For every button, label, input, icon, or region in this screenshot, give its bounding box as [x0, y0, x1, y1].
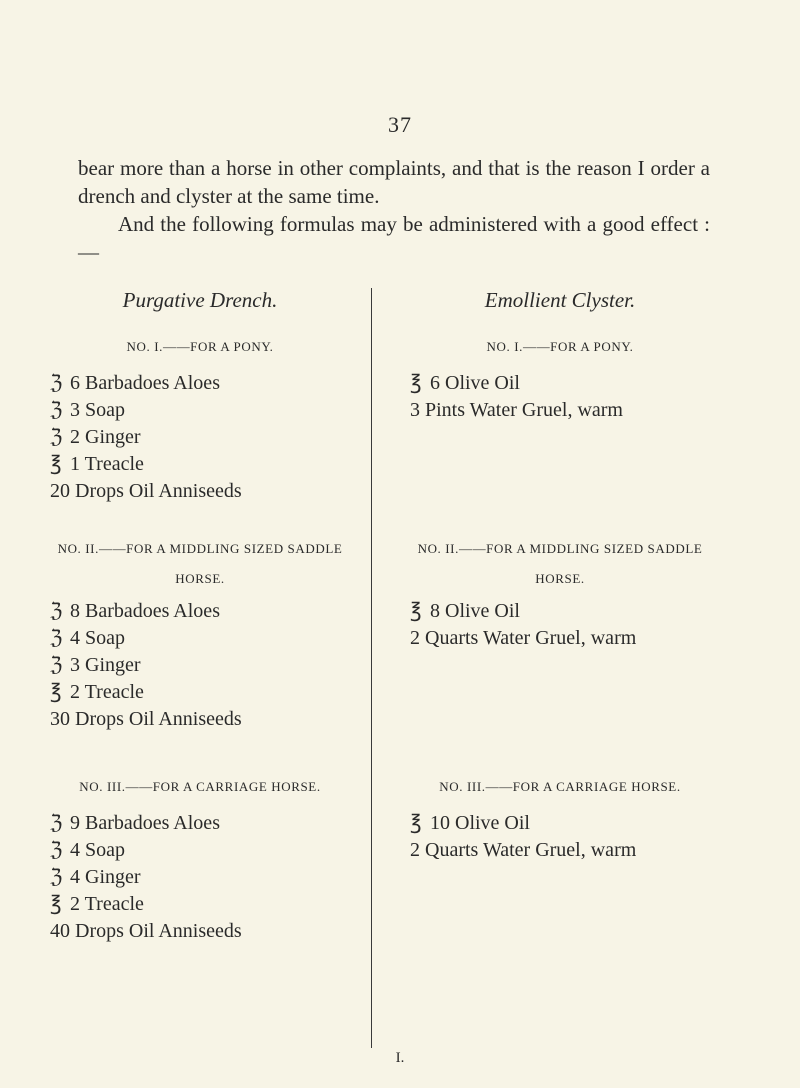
drench-section-1-list	[50, 370, 350, 505]
clyster-section-2-heading: NO. II.——FOR A MIDDLING SIZED SADDLE HORSE.	[417, 541, 703, 586]
list-item: ℨ 3 Soap	[50, 399, 125, 421]
list-item: ℨ 4 Soap	[50, 839, 125, 861]
intro-line-2: And the following formulas may be administered with a good effect :—	[78, 212, 710, 264]
clyster-section-3	[410, 772, 710, 864]
list-item: 3 Pints Water Gruel, warm	[410, 399, 623, 421]
list-item: ℨ 3 Ginger	[50, 654, 141, 676]
clyster-section-1-heading: NO. I.——FOR A PONY.	[486, 339, 634, 354]
column-divider	[371, 288, 372, 1048]
list-item: 40 Drops Oil Anniseeds	[50, 920, 242, 942]
page-number: 37	[388, 112, 412, 137]
list-item: 2 Quarts Water Gruel, warm	[410, 839, 637, 861]
purgative-drench-column	[50, 286, 350, 942]
drench-section-2-list	[50, 598, 350, 733]
list-item: ℥ 1 Treacle	[50, 453, 144, 475]
list-item: ℨ 8 Barbadoes Aloes	[50, 600, 220, 622]
list-item: ℨ 2 Ginger	[50, 426, 141, 448]
drench-section-3-heading: NO. III.——FOR A CARRIAGE HORSE.	[79, 779, 321, 794]
drench-section-2	[50, 534, 350, 733]
clyster-section-1	[410, 332, 710, 424]
list-item: ℨ 4 Soap	[50, 627, 125, 649]
drench-section-2-heading: NO. II.——FOR A MIDDLING SIZED SADDLE HORSE.	[57, 541, 343, 586]
list-item: ℨ 4 Ginger	[50, 866, 141, 888]
list-item: ℨ 6 Barbadoes Aloes	[50, 372, 220, 394]
clyster-section-3-list	[410, 810, 710, 864]
list-item: 30 Drops Oil Anniseeds	[50, 708, 242, 730]
list-item: ℥ 2 Treacle	[50, 893, 144, 915]
purgative-drench-title: Purgative Drench.	[122, 288, 278, 312]
intro-paragraph	[78, 154, 710, 266]
drench-section-3	[50, 772, 350, 945]
list-item: ℥ 2 Treacle	[50, 681, 144, 703]
drench-section-3-list	[50, 810, 350, 945]
catchword: I.	[395, 1050, 405, 1066]
emollient-clyster-title: Emollient Clyster.	[484, 288, 636, 312]
clyster-section-2	[410, 534, 710, 652]
list-item: ℨ 9 Barbadoes Aloes	[50, 812, 220, 834]
drench-section-1	[50, 332, 350, 505]
list-item: ℥ 6 Olive Oil	[410, 372, 520, 394]
list-item: ℥ 10 Olive Oil	[410, 812, 530, 834]
list-item: 20 Drops Oil Anniseeds	[50, 480, 242, 502]
drench-section-1-heading: NO. I.——FOR A PONY.	[126, 339, 274, 354]
clyster-section-1-list	[410, 370, 710, 424]
clyster-section-3-heading: NO. III.——FOR A CARRIAGE HORSE.	[439, 779, 681, 794]
emollient-clyster-column	[410, 286, 710, 861]
list-item: 2 Quarts Water Gruel, warm	[410, 627, 637, 649]
clyster-section-2-list	[410, 598, 710, 652]
intro-line-1: bear more than a horse in other complaints, and that is the reason I order a drench and clyster at the same time.	[78, 156, 710, 208]
list-item: ℥ 8 Olive Oil	[410, 600, 520, 622]
